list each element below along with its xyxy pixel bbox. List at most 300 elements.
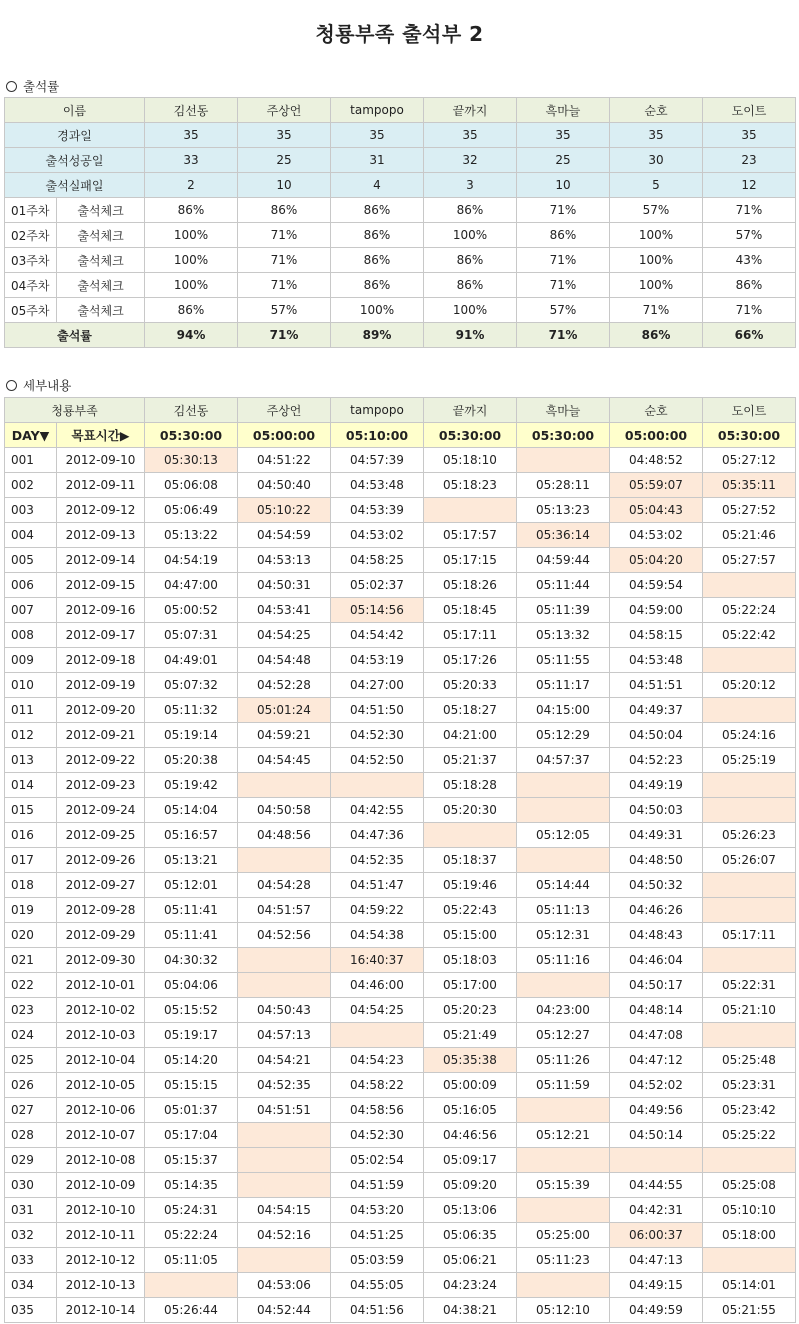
time-cell: 05:15:39	[517, 1173, 610, 1198]
week-rate: 71%	[238, 248, 331, 273]
table-row	[5, 923, 796, 948]
time-cell: 04:21:00	[424, 723, 517, 748]
time-cell: 04:44:55	[610, 1173, 703, 1198]
day-number: 019	[5, 898, 57, 923]
table-row	[5, 1198, 796, 1223]
time-cell	[517, 1098, 610, 1123]
time-cell: 04:52:50	[331, 748, 424, 773]
week-rate: 71%	[238, 273, 331, 298]
summary-value: 4	[331, 173, 424, 198]
time-cell: 04:53:02	[610, 523, 703, 548]
table-row	[5, 973, 796, 998]
summary-value: 35	[517, 123, 610, 148]
time-cell: 05:06:08	[145, 473, 238, 498]
time-cell: 05:20:12	[703, 673, 796, 698]
time-cell: 04:50:32	[610, 873, 703, 898]
week-rate: 71%	[517, 198, 610, 223]
time-cell: 05:13:06	[424, 1198, 517, 1223]
time-cell: 04:48:50	[610, 848, 703, 873]
time-cell: 04:51:56	[331, 1298, 424, 1323]
time-cell: 04:59:44	[517, 548, 610, 573]
time-cell: 04:52:28	[238, 673, 331, 698]
date-cell: 2012-10-02	[57, 998, 145, 1023]
member-column-header: 흑마늘	[517, 398, 610, 423]
table-row	[5, 998, 796, 1023]
time-cell: 04:57:13	[238, 1023, 331, 1048]
date-cell: 2012-09-17	[57, 623, 145, 648]
time-cell: 04:46:00	[331, 973, 424, 998]
time-cell: 05:20:38	[145, 748, 238, 773]
time-cell: 05:11:16	[517, 948, 610, 973]
table-row	[5, 548, 796, 573]
time-cell: 05:22:24	[145, 1223, 238, 1248]
week-label: 03주차	[5, 248, 57, 273]
time-cell: 05:14:04	[145, 798, 238, 823]
time-cell: 05:30:13	[145, 448, 238, 473]
summary-value: 30	[610, 148, 703, 173]
time-cell: 05:25:00	[517, 1223, 610, 1248]
week-row	[5, 248, 796, 273]
week-label: 02주차	[5, 223, 57, 248]
table-row	[5, 1173, 796, 1198]
time-cell	[238, 1148, 331, 1173]
week-rate: 86%	[424, 248, 517, 273]
time-cell	[238, 948, 331, 973]
time-cell: 05:14:01	[703, 1273, 796, 1298]
week-row	[5, 223, 796, 248]
time-cell: 05:17:00	[424, 973, 517, 998]
time-cell	[517, 1273, 610, 1298]
member-column-header: 김선동	[145, 398, 238, 423]
time-cell: 05:18:27	[424, 698, 517, 723]
time-cell: 05:18:26	[424, 573, 517, 598]
summary-value: 2	[145, 173, 238, 198]
date-cell: 2012-09-24	[57, 798, 145, 823]
table-row	[5, 573, 796, 598]
table-row	[5, 1098, 796, 1123]
member-column-header: 순호	[610, 98, 703, 123]
time-cell: 04:48:52	[610, 448, 703, 473]
time-cell: 05:26:23	[703, 823, 796, 848]
time-cell: 04:59:21	[238, 723, 331, 748]
time-cell: 04:42:31	[610, 1198, 703, 1223]
time-cell: 04:54:25	[331, 998, 424, 1023]
time-cell: 04:38:21	[424, 1298, 517, 1323]
member-column-header: tampopo	[331, 98, 424, 123]
table-row	[5, 1123, 796, 1148]
time-cell: 04:52:44	[238, 1298, 331, 1323]
time-cell: 04:49:19	[610, 773, 703, 798]
time-cell	[331, 773, 424, 798]
time-cell: 05:17:57	[424, 523, 517, 548]
time-cell: 04:54:59	[238, 523, 331, 548]
time-cell: 05:06:21	[424, 1248, 517, 1273]
check-label: 출석체크	[57, 248, 145, 273]
time-cell: 04:52:30	[331, 723, 424, 748]
time-cell: 05:15:15	[145, 1073, 238, 1098]
date-cell: 2012-10-07	[57, 1123, 145, 1148]
time-cell: 04:48:43	[610, 923, 703, 948]
time-cell	[703, 698, 796, 723]
time-cell: 05:09:17	[424, 1148, 517, 1173]
time-cell: 05:11:39	[517, 598, 610, 623]
time-cell	[517, 1148, 610, 1173]
date-cell: 2012-09-15	[57, 573, 145, 598]
time-cell: 05:14:20	[145, 1048, 238, 1073]
time-cell: 05:02:37	[331, 573, 424, 598]
time-cell: 04:23:24	[424, 1273, 517, 1298]
time-cell: 05:17:15	[424, 548, 517, 573]
time-cell	[424, 498, 517, 523]
time-cell: 04:51:47	[331, 873, 424, 898]
time-cell: 04:58:56	[331, 1098, 424, 1123]
time-cell: 05:27:12	[703, 448, 796, 473]
time-cell: 04:53:41	[238, 598, 331, 623]
week-row	[5, 273, 796, 298]
time-cell: 04:51:22	[238, 448, 331, 473]
day-number: 033	[5, 1248, 57, 1273]
target-time: 05:10:00	[331, 423, 424, 448]
circle-bullet-icon	[6, 380, 17, 391]
time-cell: 05:00:09	[424, 1073, 517, 1098]
target-time: 05:30:00	[145, 423, 238, 448]
goal-row	[5, 423, 796, 448]
time-cell: 04:52:35	[238, 1073, 331, 1098]
time-cell: 04:49:37	[610, 698, 703, 723]
time-cell: 04:57:37	[517, 748, 610, 773]
table-row	[5, 898, 796, 923]
table-row	[5, 523, 796, 548]
date-cell: 2012-10-09	[57, 1173, 145, 1198]
time-cell	[703, 1248, 796, 1273]
time-cell: 05:12:10	[517, 1298, 610, 1323]
time-cell: 04:53:20	[331, 1198, 424, 1223]
week-rate: 100%	[610, 248, 703, 273]
week-rate: 100%	[610, 273, 703, 298]
time-cell	[238, 973, 331, 998]
day-number: 021	[5, 948, 57, 973]
attendance-rate-table	[4, 97, 796, 348]
time-cell	[238, 1123, 331, 1148]
time-cell: 05:19:14	[145, 723, 238, 748]
time-cell: 05:11:23	[517, 1248, 610, 1273]
date-cell: 2012-09-16	[57, 598, 145, 623]
day-number: 015	[5, 798, 57, 823]
time-cell: 05:21:55	[703, 1298, 796, 1323]
day-number: 003	[5, 498, 57, 523]
total-rate: 71%	[238, 323, 331, 348]
week-rate: 86%	[238, 198, 331, 223]
time-cell: 05:36:14	[517, 523, 610, 548]
date-cell: 2012-10-06	[57, 1098, 145, 1123]
day-number: 024	[5, 1023, 57, 1048]
time-cell: 05:04:43	[610, 498, 703, 523]
date-cell: 2012-10-11	[57, 1223, 145, 1248]
details-table	[4, 397, 796, 1323]
time-cell: 05:18:23	[424, 473, 517, 498]
time-cell: 04:54:45	[238, 748, 331, 773]
time-cell: 04:49:59	[610, 1298, 703, 1323]
time-cell: 05:22:24	[703, 598, 796, 623]
week-rate: 86%	[331, 198, 424, 223]
day-number: 016	[5, 823, 57, 848]
time-cell: 04:54:28	[238, 873, 331, 898]
table-row	[5, 948, 796, 973]
time-cell: 05:21:49	[424, 1023, 517, 1048]
time-cell: 04:52:56	[238, 923, 331, 948]
time-cell: 04:47:13	[610, 1248, 703, 1273]
time-cell: 04:53:39	[331, 498, 424, 523]
date-cell: 2012-09-23	[57, 773, 145, 798]
time-cell: 05:25:22	[703, 1123, 796, 1148]
member-column-header: 끝까지	[424, 398, 517, 423]
day-number: 035	[5, 1298, 57, 1323]
summary-value: 35	[610, 123, 703, 148]
column-header: 이름	[5, 98, 145, 123]
day-number: 030	[5, 1173, 57, 1198]
time-cell: 05:13:32	[517, 623, 610, 648]
summary-value: 25	[238, 148, 331, 173]
time-cell: 04:53:48	[331, 473, 424, 498]
member-column-header: tampopo	[331, 398, 424, 423]
date-cell: 2012-09-21	[57, 723, 145, 748]
summary-value: 12	[703, 173, 796, 198]
date-cell: 2012-10-03	[57, 1023, 145, 1048]
summary-value: 5	[610, 173, 703, 198]
week-row	[5, 298, 796, 323]
time-cell	[703, 573, 796, 598]
time-cell	[238, 1173, 331, 1198]
time-cell: 05:02:54	[331, 1148, 424, 1173]
date-cell: 2012-09-29	[57, 923, 145, 948]
day-number: 017	[5, 848, 57, 873]
header-row	[5, 398, 796, 423]
summary-value: 10	[238, 173, 331, 198]
time-cell	[517, 973, 610, 998]
time-cell: 05:07:31	[145, 623, 238, 648]
week-rate: 86%	[424, 198, 517, 223]
time-cell: 04:52:02	[610, 1073, 703, 1098]
time-cell: 04:42:55	[331, 798, 424, 823]
row-label: 출석실패일	[5, 173, 145, 198]
column-header: 청룡부족	[5, 398, 145, 423]
table-row	[5, 673, 796, 698]
time-cell: 05:14:56	[331, 598, 424, 623]
time-cell: 04:53:19	[331, 648, 424, 673]
summary-value: 31	[331, 148, 424, 173]
time-cell: 05:21:46	[703, 523, 796, 548]
table-row	[5, 698, 796, 723]
target-time: 05:00:00	[610, 423, 703, 448]
day-number: 023	[5, 998, 57, 1023]
date-cell: 2012-09-22	[57, 748, 145, 773]
time-cell: 04:54:38	[331, 923, 424, 948]
day-number: 026	[5, 1073, 57, 1098]
time-cell: 05:11:59	[517, 1073, 610, 1098]
time-cell: 05:18:28	[424, 773, 517, 798]
time-cell: 04:59:54	[610, 573, 703, 598]
section-attendance-label	[6, 77, 59, 95]
time-cell: 05:11:41	[145, 898, 238, 923]
check-label: 출석체크	[57, 298, 145, 323]
section-title: 세부내용	[23, 378, 72, 393]
time-cell: 05:12:27	[517, 1023, 610, 1048]
time-cell: 05:06:35	[424, 1223, 517, 1248]
time-cell: 05:21:10	[703, 998, 796, 1023]
table-row	[5, 1298, 796, 1323]
time-cell: 04:51:25	[331, 1223, 424, 1248]
time-cell: 04:52:35	[331, 848, 424, 873]
time-cell: 05:11:55	[517, 648, 610, 673]
time-cell: 04:50:40	[238, 473, 331, 498]
table-row	[5, 473, 796, 498]
time-cell: 05:17:26	[424, 648, 517, 673]
table-row	[5, 1273, 796, 1298]
date-cell: 2012-10-01	[57, 973, 145, 998]
time-cell: 05:27:57	[703, 548, 796, 573]
day-number: 011	[5, 698, 57, 723]
day-number: 013	[5, 748, 57, 773]
member-column-header: 끝까지	[424, 98, 517, 123]
time-cell: 04:50:14	[610, 1123, 703, 1148]
time-cell: 05:01:37	[145, 1098, 238, 1123]
check-label: 출석체크	[57, 198, 145, 223]
summary-value: 35	[424, 123, 517, 148]
time-cell: 04:51:51	[238, 1098, 331, 1123]
time-cell: 04:49:01	[145, 648, 238, 673]
time-cell: 05:11:32	[145, 698, 238, 723]
member-column-header: 순호	[610, 398, 703, 423]
table-row	[5, 648, 796, 673]
time-cell: 05:16:57	[145, 823, 238, 848]
table-row	[5, 498, 796, 523]
time-cell: 05:19:17	[145, 1023, 238, 1048]
time-cell	[703, 873, 796, 898]
time-cell: 04:53:06	[238, 1273, 331, 1298]
time-cell: 05:13:22	[145, 523, 238, 548]
time-cell: 05:26:07	[703, 848, 796, 873]
time-cell: 04:54:42	[331, 623, 424, 648]
member-column-header: 주상언	[238, 398, 331, 423]
summary-value: 35	[145, 123, 238, 148]
time-cell: 05:10:22	[238, 498, 331, 523]
time-cell: 04:27:00	[331, 673, 424, 698]
week-rate: 57%	[238, 298, 331, 323]
time-cell: 05:13:23	[517, 498, 610, 523]
time-cell: 05:01:24	[238, 698, 331, 723]
time-cell: 04:49:15	[610, 1273, 703, 1298]
header-row	[5, 98, 796, 123]
day-number: 034	[5, 1273, 57, 1298]
time-cell: 05:59:07	[610, 473, 703, 498]
date-cell: 2012-09-19	[57, 673, 145, 698]
week-rate: 57%	[703, 223, 796, 248]
time-cell: 05:18:10	[424, 448, 517, 473]
time-cell: 05:27:52	[703, 498, 796, 523]
week-row	[5, 198, 796, 223]
day-number: 029	[5, 1148, 57, 1173]
time-cell: 05:14:44	[517, 873, 610, 898]
member-column-header: 주상언	[238, 98, 331, 123]
time-cell: 04:54:23	[331, 1048, 424, 1073]
time-cell	[238, 848, 331, 873]
time-cell: 04:47:36	[331, 823, 424, 848]
week-rate: 71%	[517, 248, 610, 273]
total-row	[5, 323, 796, 348]
time-cell: 05:11:41	[145, 923, 238, 948]
time-cell: 04:53:48	[610, 648, 703, 673]
total-rate: 66%	[703, 323, 796, 348]
time-cell	[517, 1198, 610, 1223]
table-row	[5, 723, 796, 748]
day-number: 027	[5, 1098, 57, 1123]
time-cell: 05:14:35	[145, 1173, 238, 1198]
table-row	[5, 1023, 796, 1048]
time-cell: 04:59:22	[331, 898, 424, 923]
time-cell	[517, 848, 610, 873]
time-cell: 04:48:14	[610, 998, 703, 1023]
check-label: 출석체크	[57, 273, 145, 298]
date-cell: 2012-09-14	[57, 548, 145, 573]
time-cell	[703, 1023, 796, 1048]
day-number: 028	[5, 1123, 57, 1148]
date-cell: 2012-09-30	[57, 948, 145, 973]
time-cell: 05:12:05	[517, 823, 610, 848]
time-cell: 05:07:32	[145, 673, 238, 698]
time-cell: 05:04:06	[145, 973, 238, 998]
date-cell: 2012-09-28	[57, 898, 145, 923]
time-cell: 04:55:05	[331, 1273, 424, 1298]
time-cell	[145, 1273, 238, 1298]
time-cell	[703, 798, 796, 823]
row-label: 출석성공일	[5, 148, 145, 173]
time-cell: 04:58:25	[331, 548, 424, 573]
section-title: 출석률	[23, 79, 60, 94]
week-rate: 86%	[145, 198, 238, 223]
time-cell: 04:50:04	[610, 723, 703, 748]
date-cell: 2012-10-12	[57, 1248, 145, 1273]
time-cell: 05:19:42	[145, 773, 238, 798]
week-rate: 86%	[331, 248, 424, 273]
table-row	[5, 1223, 796, 1248]
time-cell: 05:25:48	[703, 1048, 796, 1073]
time-cell	[238, 773, 331, 798]
time-cell: 04:53:13	[238, 548, 331, 573]
week-rate: 71%	[703, 198, 796, 223]
time-cell: 05:21:37	[424, 748, 517, 773]
day-number: 004	[5, 523, 57, 548]
table-row	[5, 623, 796, 648]
check-label: 출석체크	[57, 223, 145, 248]
summary-value: 35	[238, 123, 331, 148]
time-cell: 05:00:52	[145, 598, 238, 623]
time-cell: 04:51:50	[331, 698, 424, 723]
time-cell: 04:54:25	[238, 623, 331, 648]
time-cell: 05:24:16	[703, 723, 796, 748]
table-row	[5, 598, 796, 623]
time-cell: 05:16:05	[424, 1098, 517, 1123]
time-cell: 05:06:49	[145, 498, 238, 523]
time-cell	[703, 898, 796, 923]
time-cell: 04:46:56	[424, 1123, 517, 1148]
time-cell: 05:20:30	[424, 798, 517, 823]
week-rate: 86%	[331, 223, 424, 248]
summary-value: 32	[424, 148, 517, 173]
week-rate: 86%	[145, 298, 238, 323]
time-cell: 05:25:08	[703, 1173, 796, 1198]
date-cell: 2012-10-13	[57, 1273, 145, 1298]
time-cell: 16:40:37	[331, 948, 424, 973]
